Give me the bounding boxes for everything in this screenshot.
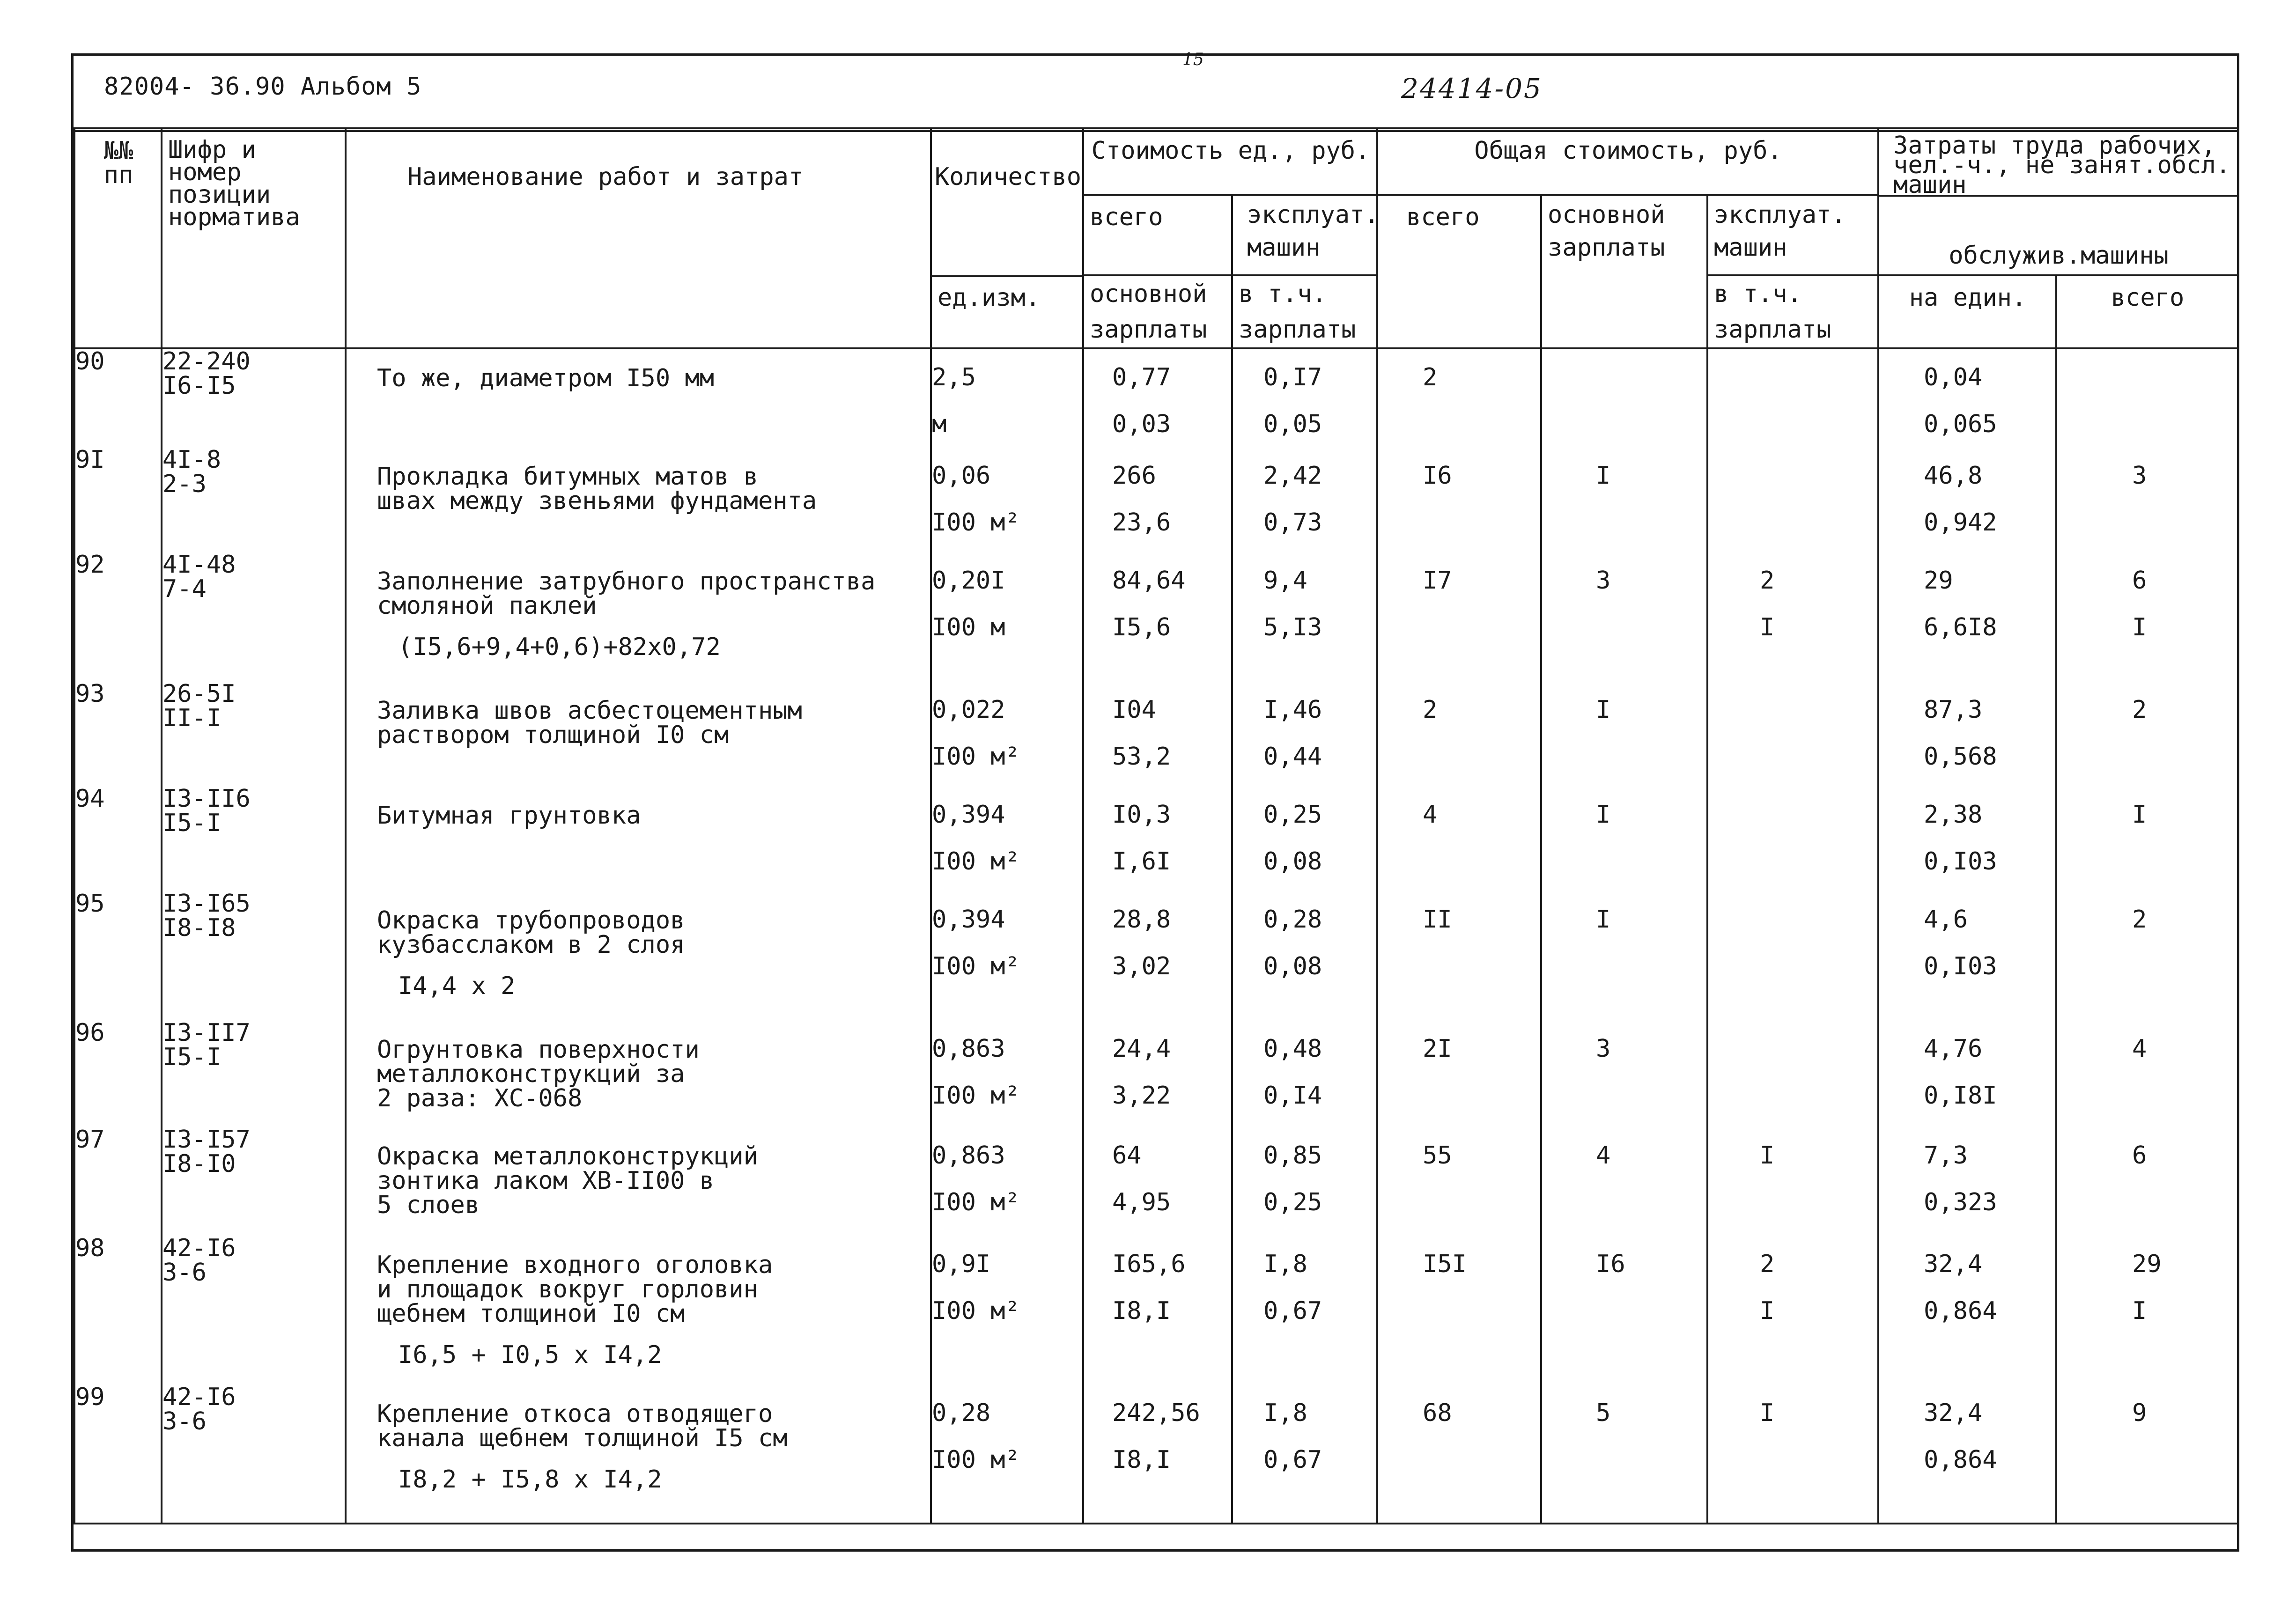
row-qty [931, 448, 1083, 552]
row-code [162, 1021, 346, 1127]
qty-unit: I00 м² [932, 847, 1020, 876]
row-qty [931, 787, 1083, 891]
row-unit-cost [1083, 1236, 1232, 1385]
col-labor-unit-header: на един. [1878, 275, 2056, 348]
row-number-text: 97 [75, 1126, 105, 1154]
labor-unit-service-value: 6,6I8 [1924, 613, 1997, 641]
table-row [74, 787, 2238, 891]
row-number-text: 90 [75, 347, 105, 375]
row-formula: I4,4 x 2 [398, 972, 516, 1000]
row-number [74, 348, 162, 448]
unit-wage-value: 0,03 [1112, 410, 1171, 438]
row-unit-cost [1083, 1021, 1232, 1127]
labor-total-value: 2 [2132, 906, 2147, 934]
col-unit-total-header: всего [1083, 195, 1232, 275]
unit-machines-wage-value: 0,73 [1263, 508, 1322, 537]
col-qty-unit-header: ед.изм. [931, 275, 1083, 348]
col-name-header: Наименование работ и затрат [346, 128, 931, 348]
row-unit-machines [1232, 448, 1377, 552]
row-formula: (I5,6+9,4+0,6)+82x0,72 [398, 633, 721, 661]
total-machines-wage-value: I [1760, 613, 1775, 641]
row-name [346, 682, 931, 787]
unit-total-value: I04 [1112, 696, 1156, 724]
total-wage-value: I [1596, 462, 1611, 490]
qty-value: 0,06 [932, 462, 991, 490]
row-total-all [1377, 1236, 1541, 1385]
row-code [162, 348, 346, 448]
unit-total-value: 24,4 [1112, 1035, 1171, 1063]
row-total-all [1377, 682, 1541, 787]
col-total-machines-header: эксплуат. машин [1707, 195, 1878, 275]
row-total-machines [1707, 348, 1878, 448]
total-all-value: I7 [1423, 567, 1452, 595]
row-number [74, 1385, 162, 1524]
row-total-all [1377, 787, 1541, 891]
unit-total-value: 0,77 [1112, 363, 1171, 391]
row-total-wage [1541, 552, 1707, 682]
unit-machines-value: 0,48 [1263, 1035, 1322, 1063]
row-name-text: Битумная грунтовка [377, 802, 641, 830]
total-machines-value: I [1760, 1141, 1775, 1170]
total-all-value: I5I [1423, 1250, 1467, 1278]
qty-unit: м [932, 410, 947, 438]
row-number-text: 94 [75, 785, 105, 813]
total-all-value: II [1423, 906, 1452, 934]
qty-value: 0,394 [932, 801, 1005, 829]
unit-wage-value: 4,95 [1112, 1188, 1171, 1216]
row-name [346, 1385, 931, 1524]
qty-unit: I00 м² [932, 1297, 1020, 1325]
labor-unit-value: 2,38 [1924, 801, 1983, 829]
row-code-text: 42-I6 3-6 [162, 1234, 236, 1287]
total-machines-value: 2 [1760, 567, 1775, 595]
row-name [346, 787, 931, 891]
unit-machines-wage-value: 0,25 [1263, 1188, 1322, 1216]
row-number [74, 787, 162, 891]
labor-unit-service-value: 0,I03 [1924, 952, 1997, 980]
row-code [162, 552, 346, 682]
labor-unit-value: 4,6 [1924, 906, 1968, 934]
row-unit-machines [1232, 1236, 1377, 1385]
row-name-text: Окраска трубопроводов кузбасслаком в 2 слоя [377, 906, 685, 959]
row-number-text: 95 [75, 890, 105, 918]
row-formula: I8,2 + I5,8 x I4,2 [398, 1465, 662, 1494]
row-total-wage [1541, 348, 1707, 448]
labor-unit-service-value: 0,568 [1924, 743, 1997, 771]
qty-value: 0,863 [932, 1035, 1005, 1063]
unit-wage-value: I,6I [1112, 847, 1171, 876]
col-unit-wage-header: основной зарплаты [1083, 275, 1232, 348]
row-total-all [1377, 891, 1541, 1021]
row-qty [931, 891, 1083, 1021]
total-all-value: 2I [1423, 1035, 1452, 1063]
unit-wage-value: I8,I [1112, 1297, 1171, 1325]
qty-unit: I00 м² [932, 1446, 1020, 1474]
estimate-table [74, 127, 2239, 1524]
unit-machines-wage-value: 0,08 [1263, 847, 1322, 876]
table-row [74, 348, 2238, 448]
col-unit-machines-header: эксплуат. машин [1232, 195, 1377, 275]
row-unit-machines [1232, 891, 1377, 1021]
row-code [162, 682, 346, 787]
row-total-wage [1541, 1127, 1707, 1236]
labor-unit-service-value: 0,942 [1924, 508, 1997, 537]
row-number [74, 682, 162, 787]
labor-unit-value: 29 [1924, 567, 1953, 595]
unit-machines-value: 2,42 [1263, 462, 1322, 490]
row-name-text: Заполнение затрубного пространства смоляной паклей [377, 567, 876, 620]
unit-machines-value: 0,28 [1263, 906, 1322, 934]
unit-machines-value: I,8 [1263, 1250, 1307, 1278]
row-total-wage [1541, 1385, 1707, 1524]
qty-value: 0,9I [932, 1250, 991, 1278]
col-code-header: Шифр и номер позиции норматива [162, 128, 346, 348]
row-unit-cost [1083, 552, 1232, 682]
row-name [346, 348, 931, 448]
labor-unit-service-value: 0,I8I [1924, 1082, 1997, 1110]
unit-wage-value: 53,2 [1112, 743, 1171, 771]
row-name [346, 448, 931, 552]
row-code [162, 787, 346, 891]
row-code-text: I3-II7 I5-I [162, 1019, 251, 1071]
labor-unit-value: 46,8 [1924, 462, 1983, 490]
unit-wage-value: I8,I [1112, 1446, 1171, 1474]
row-name [346, 1127, 931, 1236]
row-unit-machines [1232, 1127, 1377, 1236]
total-wage-value: 3 [1596, 567, 1611, 595]
col-total-wage-header: основной зарплаты [1541, 195, 1707, 348]
table-row [74, 1385, 2238, 1524]
col-qty-header: Количество [931, 128, 1083, 275]
unit-machines-wage-value: 0,08 [1263, 952, 1322, 980]
row-total-machines [1707, 891, 1878, 1021]
row-labor-unit [1878, 1236, 2056, 1385]
row-unit-machines [1232, 1385, 1377, 1524]
labor-unit-service-value: 0,065 [1924, 410, 1997, 438]
row-code [162, 1385, 346, 1524]
total-all-value: 2 [1423, 696, 1438, 724]
labor-unit-value: 4,76 [1924, 1035, 1983, 1063]
row-total-all [1377, 1385, 1541, 1524]
qty-value: 0,022 [932, 696, 1005, 724]
row-code-text: I3-I57 I8-I0 [162, 1126, 251, 1178]
row-number [74, 1127, 162, 1236]
unit-total-value: I65,6 [1112, 1250, 1186, 1278]
row-unit-machines [1232, 348, 1377, 448]
row-total-machines [1707, 682, 1878, 787]
unit-machines-value: 0,85 [1263, 1141, 1322, 1170]
row-number [74, 1021, 162, 1127]
total-wage-value: I [1596, 801, 1611, 829]
total-all-value: 4 [1423, 801, 1438, 829]
labor-total-service-value: I [2132, 613, 2147, 641]
total-machines-value: 2 [1760, 1250, 1775, 1278]
document-number: 24414-05 [1401, 73, 1543, 104]
row-total-all [1377, 348, 1541, 448]
row-total-wage [1541, 787, 1707, 891]
qty-unit: I00 м [932, 613, 1005, 641]
row-total-wage [1541, 891, 1707, 1021]
row-labor-unit [1878, 1127, 2056, 1236]
qty-value: 0,28 [932, 1399, 991, 1427]
row-code-text: I3-II6 I5-I [162, 785, 251, 837]
row-name [346, 891, 931, 1021]
row-name [346, 1021, 931, 1127]
table-row [74, 891, 2238, 1021]
labor-total-value: I [2132, 801, 2147, 829]
unit-machines-wage-value: 0,67 [1263, 1297, 1322, 1325]
labor-unit-service-value: 0,I03 [1924, 847, 1997, 876]
row-total-machines [1707, 1236, 1878, 1385]
row-qty [931, 348, 1083, 448]
row-labor-unit [1878, 891, 2056, 1021]
row-total-wage [1541, 448, 1707, 552]
row-unit-machines [1232, 552, 1377, 682]
row-number [74, 1236, 162, 1385]
unit-machines-wage-value: 0,05 [1263, 410, 1322, 438]
labor-unit-value: 87,3 [1924, 696, 1983, 724]
col-total-all-header: всего [1377, 195, 1541, 348]
col-total-cost-header: Общая стоимость, руб. [1377, 128, 1878, 195]
total-machines-wage-value: I [1760, 1297, 1775, 1325]
qty-value: 0,863 [932, 1141, 1005, 1170]
labor-total-value: 4 [2132, 1035, 2147, 1063]
row-total-machines [1707, 1385, 1878, 1524]
row-unit-cost [1083, 682, 1232, 787]
row-labor-total [2056, 891, 2238, 1021]
col-num-header: №№ пп [74, 128, 162, 348]
table-body [74, 348, 2238, 1524]
row-number [74, 552, 162, 682]
unit-wage-value: 3,02 [1112, 952, 1171, 980]
unit-total-value: 28,8 [1112, 906, 1171, 934]
row-name-text: Прокладка битумных матов в швах между звеньями фундамента [377, 463, 817, 515]
unit-machines-value: 9,4 [1263, 567, 1307, 595]
row-number [74, 448, 162, 552]
row-total-wage [1541, 1236, 1707, 1385]
total-all-value: 2 [1423, 363, 1438, 391]
row-code [162, 891, 346, 1021]
row-labor-unit [1878, 552, 2056, 682]
row-total-all [1377, 1021, 1541, 1127]
row-unit-machines [1232, 787, 1377, 891]
qty-value: 2,5 [932, 363, 976, 391]
unit-machines-wage-value: 5,I3 [1263, 613, 1322, 641]
row-total-machines [1707, 787, 1878, 891]
col-labor-header: Затраты труда рабочих, чел.-ч., не занят.обсл. машин [1878, 128, 2238, 195]
total-machines-value: I [1760, 1399, 1775, 1427]
row-code-text: I3-I65 I8-I8 [162, 890, 251, 942]
row-code-text: 42-I6 3-6 [162, 1383, 236, 1436]
row-name-text: Крепление входного оголовка и площадок вокруг горловин щебнем толщиной I0 см [377, 1251, 773, 1328]
unit-total-value: 84,64 [1112, 567, 1186, 595]
table-row [74, 1236, 2238, 1385]
total-wage-value: 5 [1596, 1399, 1611, 1427]
row-labor-unit [1878, 787, 2056, 891]
qty-value: 0,394 [932, 906, 1005, 934]
labor-unit-service-value: 0,323 [1924, 1188, 1997, 1216]
labor-unit-service-value: 0,864 [1924, 1446, 1997, 1474]
row-number-text: 96 [75, 1019, 105, 1047]
row-total-wage [1541, 1021, 1707, 1127]
total-wage-value: 4 [1596, 1141, 1611, 1170]
row-qty [931, 1385, 1083, 1524]
row-total-machines [1707, 552, 1878, 682]
row-name-text: То же, диаметром I50 мм [377, 364, 715, 392]
total-wage-value: I [1596, 696, 1611, 724]
unit-total-value: I0,3 [1112, 801, 1171, 829]
labor-total-value: 2 [2132, 696, 2147, 724]
qty-unit: I00 м² [932, 1082, 1020, 1110]
row-number [74, 891, 162, 1021]
row-unit-cost [1083, 448, 1232, 552]
unit-total-value: 242,56 [1112, 1399, 1200, 1427]
row-total-machines [1707, 448, 1878, 552]
col-total-incl-wage-header: в т.ч. зарплаты [1707, 275, 1878, 348]
labor-unit-value: 7,3 [1924, 1141, 1968, 1170]
row-labor-total [2056, 448, 2238, 552]
col-labor-total-header: всего [2056, 275, 2238, 348]
row-number-text: 93 [75, 680, 105, 708]
row-unit-cost [1083, 787, 1232, 891]
unit-wage-value: I5,6 [1112, 613, 1171, 641]
row-number-text: 99 [75, 1383, 105, 1411]
row-qty [931, 1021, 1083, 1127]
qty-unit: I00 м² [932, 952, 1020, 980]
row-labor-total [2056, 787, 2238, 891]
row-labor-unit [1878, 1021, 2056, 1127]
unit-machines-value: 0,25 [1263, 801, 1322, 829]
row-qty [931, 682, 1083, 787]
estimate-sheet [71, 50, 2239, 1552]
qty-unit: I00 м² [932, 743, 1020, 771]
labor-unit-service-value: 0,864 [1924, 1297, 1997, 1325]
unit-wage-value: 3,22 [1112, 1082, 1171, 1110]
labor-total-value: 29 [2132, 1250, 2162, 1278]
row-name [346, 1236, 931, 1385]
row-number-text: 92 [75, 551, 105, 579]
row-qty [931, 1236, 1083, 1385]
row-code-text: 22-240 I6-I5 [162, 347, 251, 400]
row-name [346, 552, 931, 682]
table-row [74, 682, 2238, 787]
total-all-value: I6 [1423, 462, 1452, 490]
row-labor-total [2056, 348, 2238, 448]
unit-machines-wage-value: 0,I4 [1263, 1082, 1322, 1110]
row-total-all [1377, 448, 1541, 552]
row-unit-cost [1083, 1385, 1232, 1524]
labor-total-value: 6 [2132, 1141, 2147, 1170]
row-code-text: 26-5I II-I [162, 680, 236, 732]
row-qty [931, 1127, 1083, 1236]
unit-machines-value: I,8 [1263, 1399, 1307, 1427]
table-header [74, 128, 2238, 348]
labor-unit-value: 32,4 [1924, 1250, 1983, 1278]
row-number-text: 9I [75, 446, 105, 474]
table-row [74, 552, 2238, 682]
labor-total-service-value: I [2132, 1297, 2147, 1325]
labor-unit-value: 0,04 [1924, 363, 1983, 391]
page-number: 15 [1182, 50, 1204, 69]
row-code-text: 4I-48 7-4 [162, 551, 236, 603]
row-code [162, 448, 346, 552]
row-labor-total [2056, 1021, 2238, 1127]
row-name-text: Окраска металлоконструкций зонтика лаком ХВ-II00 в 5 слоев [377, 1142, 758, 1219]
unit-machines-wage-value: 0,67 [1263, 1446, 1322, 1474]
total-wage-value: I6 [1596, 1250, 1625, 1278]
row-total-wage [1541, 682, 1707, 787]
col-unit-incl-wage-header: в т.ч. зарплаты [1232, 275, 1377, 348]
unit-machines-value: I,46 [1263, 696, 1322, 724]
row-code-text: 4I-8 2-3 [162, 446, 221, 498]
row-unit-cost [1083, 1127, 1232, 1236]
col-labor-service-header: обслужив.машины [1878, 195, 2238, 275]
row-labor-total [2056, 682, 2238, 787]
row-labor-total [2056, 1385, 2238, 1524]
row-number-text: 98 [75, 1234, 105, 1262]
total-all-value: 68 [1423, 1399, 1452, 1427]
row-unit-cost [1083, 348, 1232, 448]
row-name-text: Крепление откоса отводящего канала щебнем толщиной I5 см [377, 1400, 788, 1452]
row-total-all [1377, 552, 1541, 682]
row-labor-unit [1878, 682, 2056, 787]
labor-total-value: 9 [2132, 1399, 2147, 1427]
unit-wage-value: 23,6 [1112, 508, 1171, 537]
table-row [74, 1021, 2238, 1127]
row-code [162, 1127, 346, 1236]
qty-unit: I00 м² [932, 1188, 1020, 1216]
row-code [162, 1236, 346, 1385]
row-unit-cost [1083, 891, 1232, 1021]
labor-unit-value: 32,4 [1924, 1399, 1983, 1427]
unit-machines-value: 0,I7 [1263, 363, 1322, 391]
col-unit-cost-header: Стоимость ед., руб. [1083, 128, 1377, 195]
labor-total-value: 3 [2132, 462, 2147, 490]
row-total-all [1377, 1127, 1541, 1236]
row-unit-machines [1232, 1021, 1377, 1127]
sheet-header [74, 50, 2237, 132]
qty-unit: I00 м² [932, 508, 1020, 537]
row-total-machines [1707, 1127, 1878, 1236]
row-formula: I6,5 + I0,5 x I4,2 [398, 1341, 662, 1369]
row-labor-unit [1878, 448, 2056, 552]
qty-value: 0,20I [932, 567, 1005, 595]
table-row [74, 448, 2238, 552]
row-qty [931, 552, 1083, 682]
table-row [74, 1127, 2238, 1236]
row-name-text: Огрунтовка поверхности металлоконструкций за 2 раза: ХС-068 [377, 1036, 700, 1112]
labor-total-value: 6 [2132, 567, 2147, 595]
unit-machines-wage-value: 0,44 [1263, 743, 1322, 771]
row-labor-unit [1878, 1385, 2056, 1524]
row-total-machines [1707, 1021, 1878, 1127]
total-wage-value: 3 [1596, 1035, 1611, 1063]
unit-total-value: 64 [1112, 1141, 1142, 1170]
row-labor-total [2056, 1236, 2238, 1385]
row-labor-total [2056, 552, 2238, 682]
total-all-value: 55 [1423, 1141, 1452, 1170]
total-wage-value: I [1596, 906, 1611, 934]
row-unit-machines [1232, 682, 1377, 787]
unit-total-value: 266 [1112, 462, 1156, 490]
row-labor-unit [1878, 348, 2056, 448]
row-labor-total [2056, 1127, 2238, 1236]
album-reference: 82004- 36.90 Альбом 5 [104, 73, 422, 101]
row-name-text: Заливка швов асбестоцементным раствором толщиной I0 см [377, 697, 802, 749]
